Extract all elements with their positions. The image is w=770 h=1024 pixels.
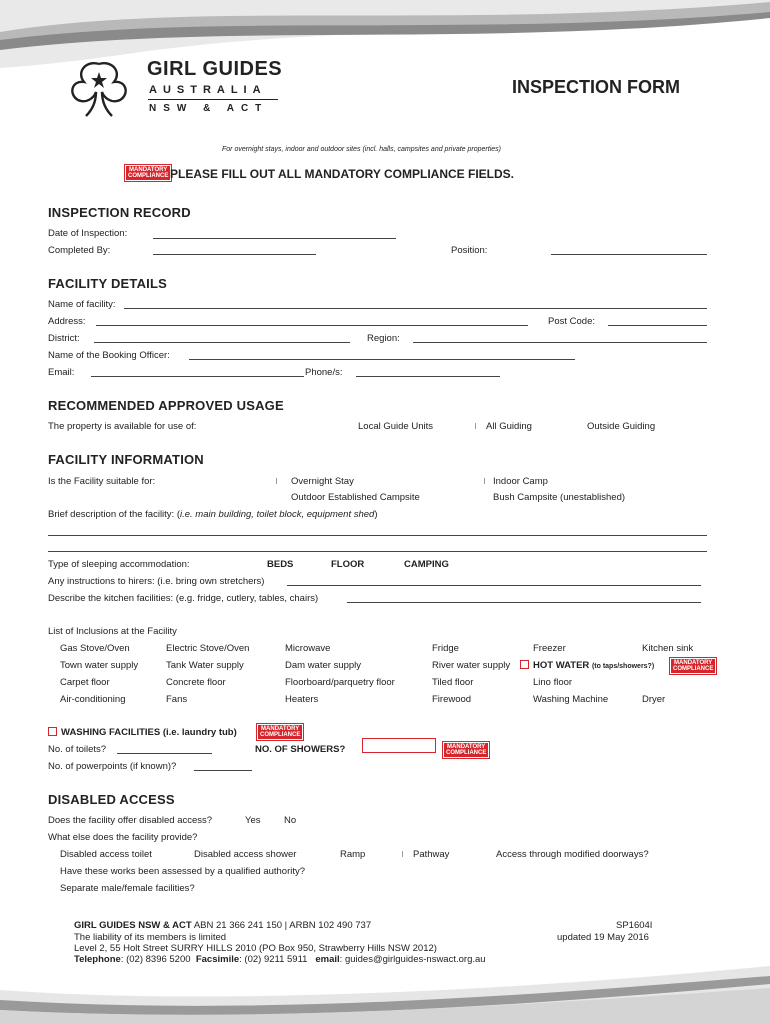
- footer-email-value: : guides@girlguides-nswact.org.au: [339, 954, 486, 965]
- disabled-yes-option[interactable]: Yes: [245, 815, 261, 826]
- usage-all-guiding[interactable]: All Guiding: [486, 421, 532, 432]
- showers-input[interactable]: [362, 738, 436, 753]
- inclusion-item[interactable]: Tiled floor: [432, 677, 474, 688]
- footer-tel-label: Telephone: [74, 954, 121, 965]
- footer-org-line: [74, 920, 371, 931]
- badge-line2: COMPLIANCE: [446, 750, 487, 756]
- assessed-question: Have these works been assessed by a qualified authority?: [60, 866, 306, 877]
- showers-label: NO. OF SHOWERS?: [255, 744, 346, 755]
- position-field[interactable]: [551, 254, 707, 255]
- disabled-offer-question: Does the facility offer disabled access?: [48, 815, 213, 826]
- logo-line1: GIRL GUIDES: [147, 58, 283, 80]
- washing-label[interactable]: WASHING FACILITIES (i.e. laundry tub): [61, 727, 237, 738]
- inclusion-item[interactable]: Kitchen sink: [642, 643, 694, 654]
- toilets-field[interactable]: [117, 753, 212, 754]
- usage-label: The property is available for use of:: [48, 421, 197, 432]
- inclusion-item[interactable]: Lino floor: [533, 677, 573, 688]
- sleeping-beds[interactable]: BEDS: [267, 559, 294, 570]
- brief-description-line2[interactable]: [48, 551, 707, 552]
- footer-email-label: email: [315, 954, 340, 965]
- inclusion-item[interactable]: Dryer: [642, 694, 666, 705]
- disabled-option[interactable]: Pathway: [413, 849, 450, 860]
- badge-line2: COMPLIANCE: [128, 173, 169, 179]
- footer-abn: ABN 21 366 241 150 | ARBN 102 490 737: [191, 920, 372, 931]
- inclusion-item[interactable]: Concrete floor: [166, 677, 226, 688]
- email-label: Email:: [48, 367, 75, 378]
- inspection-record-title: INSPECTION RECORD: [48, 205, 191, 220]
- kitchen-field[interactable]: [347, 602, 701, 603]
- toilets-label: No. of toilets?: [48, 744, 107, 755]
- disabled-no-option[interactable]: No: [284, 815, 297, 826]
- trefoil-logo-icon: [66, 58, 132, 120]
- footer-contact-line: [74, 954, 486, 965]
- logo-line3: NSW & ACT: [149, 103, 269, 114]
- phone-label: Phone/s:: [305, 367, 343, 378]
- inclusion-item[interactable]: Electric Stove/Oven: [166, 643, 250, 654]
- footer-org-name: GIRL GUIDES NSW & ACT: [74, 920, 192, 931]
- disabled-option[interactable]: Ramp: [340, 849, 366, 860]
- brief-close-text: ): [374, 509, 378, 520]
- instructions-label: Any instructions to hirers: (i.e. bring own stretchers): [48, 576, 265, 587]
- outdoor-campsite-option[interactable]: Outdoor Established Campsite: [291, 492, 420, 503]
- badge-line2: COMPLIANCE: [673, 666, 714, 672]
- form-title: INSPECTION FORM: [512, 77, 681, 97]
- bush-campsite-option[interactable]: Bush Campsite (unestablished): [493, 492, 626, 503]
- logo-divider: [148, 99, 278, 100]
- facility-info-title: FACILITY INFORMATION: [48, 452, 204, 467]
- date-label: Date of Inspection:: [48, 228, 128, 239]
- hot-water-mandatory-badge: [670, 658, 716, 674]
- inclusion-item[interactable]: Town water supply: [60, 660, 139, 671]
- washing-mandatory-badge: [257, 724, 303, 740]
- email-field[interactable]: [91, 376, 304, 377]
- washing-checkbox[interactable]: [48, 727, 57, 736]
- inclusion-item[interactable]: Tank Water supply: [166, 660, 244, 671]
- brief-example-text: i.e. main building, toilet block, equipment shed: [180, 509, 375, 520]
- overnight-stay-option[interactable]: Overnight Stay: [291, 476, 354, 487]
- region-label: Region:: [367, 333, 400, 344]
- facility-name-field[interactable]: [124, 308, 707, 309]
- footer-updated: updated 19 May 2016: [557, 932, 649, 943]
- region-field[interactable]: [413, 342, 707, 343]
- disabled-access-title: DISABLED ACCESS: [48, 792, 175, 807]
- hot-water-checkbox[interactable]: [520, 660, 529, 669]
- indoor-camp-checkbox[interactable]: [484, 478, 485, 484]
- usage-local-units[interactable]: Local Guide Units: [358, 421, 433, 432]
- badge-line2: COMPLIANCE: [260, 732, 301, 738]
- footer-form-code: SP1604I: [616, 920, 653, 931]
- facility-details-title: FACILITY DETAILS: [48, 276, 168, 291]
- district-label: District:: [48, 333, 80, 344]
- footer-fax-value: : (02) 9211 5911: [239, 954, 308, 965]
- inclusion-item[interactable]: Fans: [166, 694, 188, 705]
- badge-line1: MANDATORY: [674, 660, 713, 666]
- disabled-option[interactable]: Access through modified doorways?: [496, 849, 649, 860]
- brief-label-text: Brief description of the facility: (: [48, 509, 180, 520]
- booking-officer-label: Name of the Booking Officer:: [48, 350, 170, 361]
- showers-mandatory-badge: [443, 742, 489, 758]
- postcode-field[interactable]: [608, 325, 707, 326]
- inclusion-item[interactable]: Carpet floor: [60, 677, 110, 688]
- brief-description-line1[interactable]: [48, 535, 707, 536]
- inclusion-item[interactable]: Gas Stove/Oven: [60, 643, 130, 654]
- mandatory-badge: [125, 165, 171, 181]
- logo-line2: AUSTRALIA: [149, 84, 267, 96]
- inclusion-item[interactable]: Heaters: [285, 694, 319, 705]
- usage-outside-guiding[interactable]: Outside Guiding: [587, 421, 656, 432]
- powerpoints-label: No. of powerpoints (if known)?: [48, 761, 177, 772]
- address-label: Address:: [48, 316, 86, 327]
- district-field[interactable]: [94, 342, 350, 343]
- overnight-stay-checkbox[interactable]: [276, 478, 277, 484]
- inclusion-item[interactable]: River water supply: [432, 660, 511, 671]
- phone-field[interactable]: [356, 376, 500, 377]
- indoor-camp-option[interactable]: Indoor Camp: [493, 476, 548, 487]
- pathway-checkbox[interactable]: [402, 851, 403, 857]
- badge-line1: MANDATORY: [447, 744, 486, 750]
- instructions-field[interactable]: [287, 585, 701, 586]
- position-label: Position:: [451, 245, 488, 256]
- footer-swoosh: [0, 960, 770, 1024]
- sleeping-label: Type of sleeping accommodation:: [48, 559, 190, 570]
- usage-all-guiding-checkbox[interactable]: [475, 423, 476, 429]
- inclusion-item[interactable]: Fridge: [432, 643, 459, 654]
- hot-water-text: HOT WATER: [533, 660, 590, 671]
- completed-by-label: Completed By:: [48, 245, 111, 256]
- brief-description-label: [48, 509, 378, 520]
- separate-facilities-question: Separate male/female facilities?: [60, 883, 195, 894]
- footer-liability: The liability of its members is limited: [74, 932, 227, 943]
- suitable-label: Is the Facility suitable for:: [48, 476, 156, 487]
- completed-by-field[interactable]: [153, 254, 316, 255]
- badge-line1: MANDATORY: [261, 726, 300, 732]
- postcode-label: Post Code:: [548, 316, 595, 327]
- inclusion-item[interactable]: Freezer: [533, 643, 566, 654]
- hot-water-note: (to taps/showers?): [591, 663, 655, 670]
- sleeping-camping[interactable]: CAMPING: [404, 559, 449, 570]
- inclusion-item[interactable]: Washing Machine: [533, 694, 609, 705]
- inclusion-item[interactable]: Air-conditioning: [60, 694, 126, 705]
- powerpoints-field[interactable]: [194, 770, 252, 771]
- inclusion-item[interactable]: Dam water supply: [285, 660, 362, 671]
- address-field[interactable]: [96, 325, 528, 326]
- mandatory-notice: PLEASE FILL OUT ALL MANDATORY COMPLIANCE FIELDS.: [170, 167, 515, 181]
- inclusion-item[interactable]: Microwave: [285, 643, 331, 654]
- sleeping-floor[interactable]: FLOOR: [331, 559, 365, 570]
- usage-title: RECOMMENDED APPROVED USAGE: [48, 398, 284, 413]
- disabled-option[interactable]: Disabled access toilet: [60, 849, 152, 860]
- facility-name-label: Name of facility:: [48, 299, 116, 310]
- inclusions-label: List of Inclusions at the Facility: [48, 626, 177, 637]
- disabled-option[interactable]: Disabled access shower: [194, 849, 297, 860]
- kitchen-label: Describe the kitchen facilities: (e.g. fridge, cutlery, tables, chairs): [48, 593, 319, 604]
- footer-fax-label: Facsimile: [195, 954, 240, 965]
- footer-tel-value: : (02) 8396 5200: [120, 954, 191, 965]
- disabled-provide-question: What else does the facility provide?: [48, 832, 198, 843]
- badge-line1: MANDATORY: [129, 167, 168, 173]
- date-field[interactable]: [153, 238, 396, 239]
- hot-water-label[interactable]: [533, 660, 654, 671]
- booking-officer-field[interactable]: [189, 359, 575, 360]
- form-subtitle: For overnight stays, indoor and outdoor sites (incl. halls, campsites and private properties): [222, 146, 501, 153]
- inclusion-item[interactable]: Firewood: [432, 694, 472, 705]
- footer-address: Level 2, 55 Holt Street SURRY HILLS 2010 (PO Box 950, Strawberry Hills NSW 2012): [74, 943, 437, 954]
- inclusion-item[interactable]: Floorboard/parquetry floor: [285, 677, 395, 688]
